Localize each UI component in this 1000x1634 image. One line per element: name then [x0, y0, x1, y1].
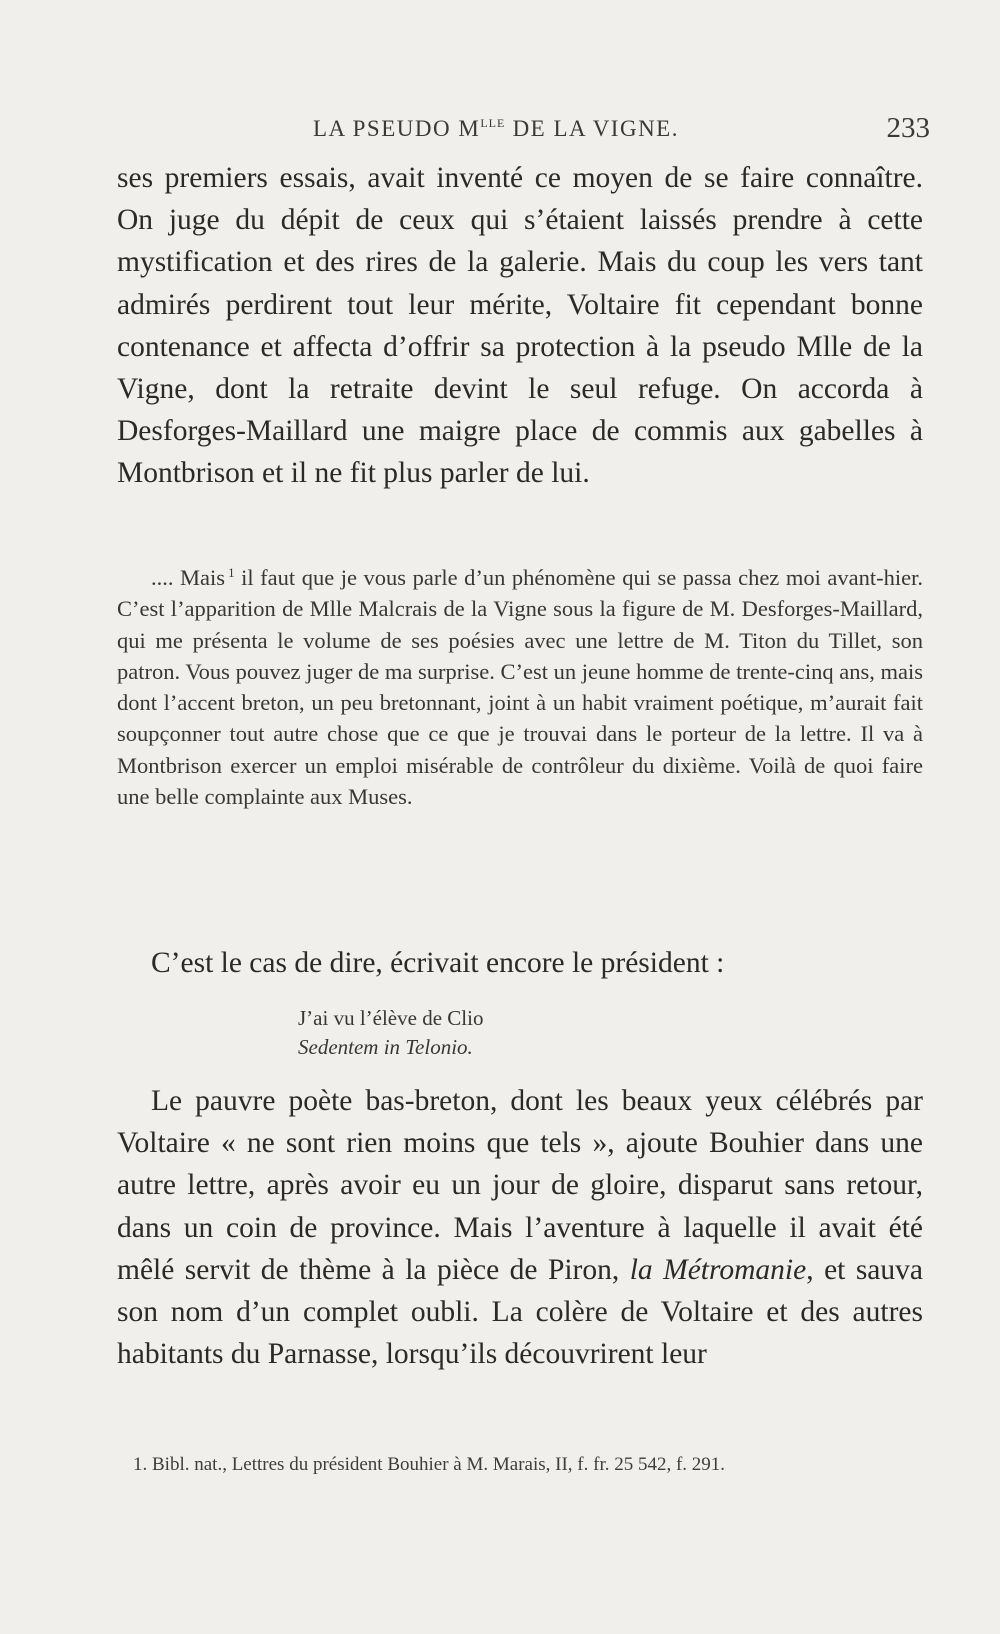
running-title-superscript: LLE [480, 116, 506, 130]
quote-text-start: .... Mais [151, 565, 226, 590]
running-head [120, 112, 930, 152]
verse-quote [298, 1004, 483, 1062]
running-title [313, 116, 679, 142]
paragraph-text: ses premiers essais, avait inventé ce moyen de se faire connaître. On juge du dépit de ceux qui s’étaient laissés prendre à cette mystification et des rires de la galerie. Mais du coup les vers tant admirés perdirent tout leur mérite, Voltaire fit cependant bonne contenance et affecta d’offrir sa protection à la pseudo Mlle de la Vigne, dont la retraite devint le seul refuge. On accorda à Desforges-Maillard une maigre place de commis aux gabelles à Montbrison et il ne fit plus parler de lui. [117, 162, 923, 490]
paragraph-main [117, 1080, 923, 1375]
block-quote [117, 557, 923, 812]
page-number: 233 [886, 112, 930, 144]
quote-text [117, 557, 923, 812]
paragraph-text [117, 1080, 923, 1375]
paragraph-text: C’est le cas de dire, écrivait encore le président : [151, 947, 725, 979]
verse-line: Sedentem in Telonio. [298, 1035, 473, 1059]
paragraph-text-part: Le pauvre poète bas-breton, dont les beaux yeux célébrés par Voltaire « ne sont rien moins que tels », ajoute Bouhier dans une autre lettre, après avoir eu un jour de gloire, disparut sans retour, dans un coin de province. Mais l’aventure à laquelle il avait été mêlé servit de thème à la pièce de Piron, [117, 1085, 923, 1286]
paragraph-text-part: , et sauva son nom d’un complet oubli. La colère de Voltaire et des autres habitants du Parnasse, lorsqu’ils découvrirent leur [117, 1253, 923, 1371]
quote-text-rest: il faut que je vous parle d’un phénomène qui se passa chez moi avant-hier. C’est l’apparition de Mlle Malcrais de la Vigne sous la figure de M. Desforges-Maillard, qui me présenta le volume de ses poésies avec une lettre de M. Titon du Tillet, son patron. Vous pouvez juger de ma surprise. C’est un jeune homme de trente-cinq ans, mais dont l’accent breton, un peu bretonnant, joint à un habit vraiment poétique, m’aurait fait soupçonner tout autre chose que ce que je trouvai dans le porteur de la lettre. Il va à Montbrison exercer un emploi misérable de contrôleur du dixième. Voilà de quoi faire une belle complainte aux Muses. [117, 565, 923, 810]
running-title-text: LA PSEUDO M [313, 116, 481, 141]
verse-line: J’ai vu l’élève de Clio [298, 1006, 484, 1030]
running-title-text-end: DE LA VIGNE. [505, 116, 679, 141]
footnote: 1. Bibl. nat., Lettres du président Bouhier à M. Marais, II, f. fr. 25 542, f. 291. [133, 1454, 726, 1475]
footnote-reference: 1 [228, 565, 235, 580]
play-title: la Métromanie [629, 1253, 807, 1286]
paragraph-intro-verse [117, 942, 923, 984]
paragraph-continuation [117, 157, 923, 495]
